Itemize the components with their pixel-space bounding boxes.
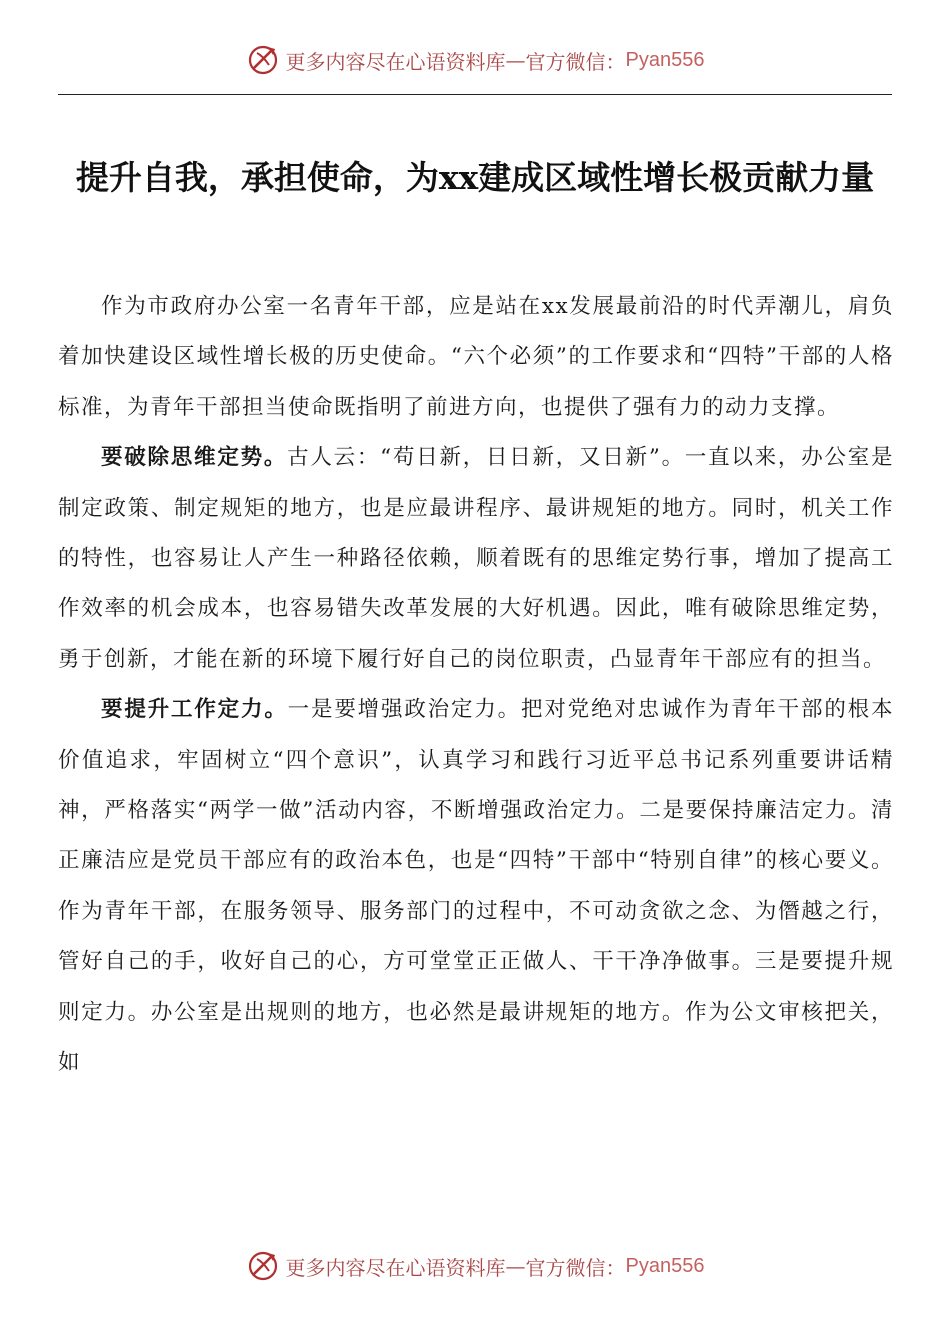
paragraph-text: 一是要增强政治定力。把对党绝对忠诚作为青年干部的根本价值追求，牢固树立“四个意识”，认真学习和践行习近平总书记系列重要讲话精神，严格落实“两学一做”活动内容，不断增强政治定力。二是要保持廉洁定力。清正廉洁应是党员干部应有的政治本色，也是“四特”干部中“特别自律”的核心要义。作为青年干部，在服务领导、服务部门的过程中，不可动贪欲之念、为僭越之行，管好自己的手，收好自己的心，方可堂堂正正做人、干干净净做事。三是要提升规则定力。办公室是出规则的地方，也必然是最讲规矩的地方。作为公文审核把关，如 bbox=[58, 697, 894, 1076]
document-title: 提升自我，承担使命，为xx建成区域性增长极贡献力量 bbox=[75, 158, 875, 197]
paragraph bbox=[58, 433, 894, 685]
header-wechat-label: 官方微信： bbox=[525, 49, 626, 74]
header-watermark-text: 更多内容尽在心语资料库 bbox=[285, 49, 506, 74]
footer-watermark bbox=[0, 1246, 950, 1286]
header-divider bbox=[58, 94, 892, 95]
paragraph-text: 古人云：“苟日新，日日新，又日新”。一直以来，办公室是制定政策、制定规矩的地方，也是应最讲程序、最讲规矩的地方。同时，机关工作的特性，也容易让人产生一种路径依赖，顺着既有的思维定势行事，增加了提高工作效率的机会成本，也容易错失改革发展的大好机遇。因此，唯有破除思维定势，勇于创新，才能在新的环境下履行好自己的岗位职责，凸显青年干部应有的担当。 bbox=[58, 445, 894, 672]
footer-wechat-label: 官方微信： bbox=[525, 1255, 626, 1280]
document-body bbox=[58, 282, 894, 1089]
paragraph-lead: 要破除思维定势。 bbox=[101, 445, 288, 471]
brand-logo-icon bbox=[246, 1249, 280, 1283]
footer-wechat-id: Pyan556 bbox=[625, 1254, 705, 1277]
paragraph-lead: 要提升工作定力。 bbox=[101, 697, 288, 723]
footer-separator: — bbox=[505, 1254, 526, 1278]
paragraph bbox=[58, 685, 894, 1088]
paragraph bbox=[58, 282, 894, 433]
header-wechat-id: Pyan556 bbox=[625, 48, 705, 71]
header-separator: — bbox=[505, 48, 526, 72]
paragraph-text: 作为市政府办公室一名青年干部，应是站在xx发展最前沿的时代弄潮儿，肩负着加快建设区域性增长极的历史使命。“六个必须”的工作要求和“四特”干部的人格标准，为青年干部担当使命既指明了前进方向，也提供了强有力的动力支撑。 bbox=[58, 294, 894, 420]
footer-watermark-text: 更多内容尽在心语资料库 bbox=[285, 1255, 506, 1280]
header-watermark bbox=[0, 40, 950, 80]
brand-logo-icon bbox=[246, 43, 280, 77]
